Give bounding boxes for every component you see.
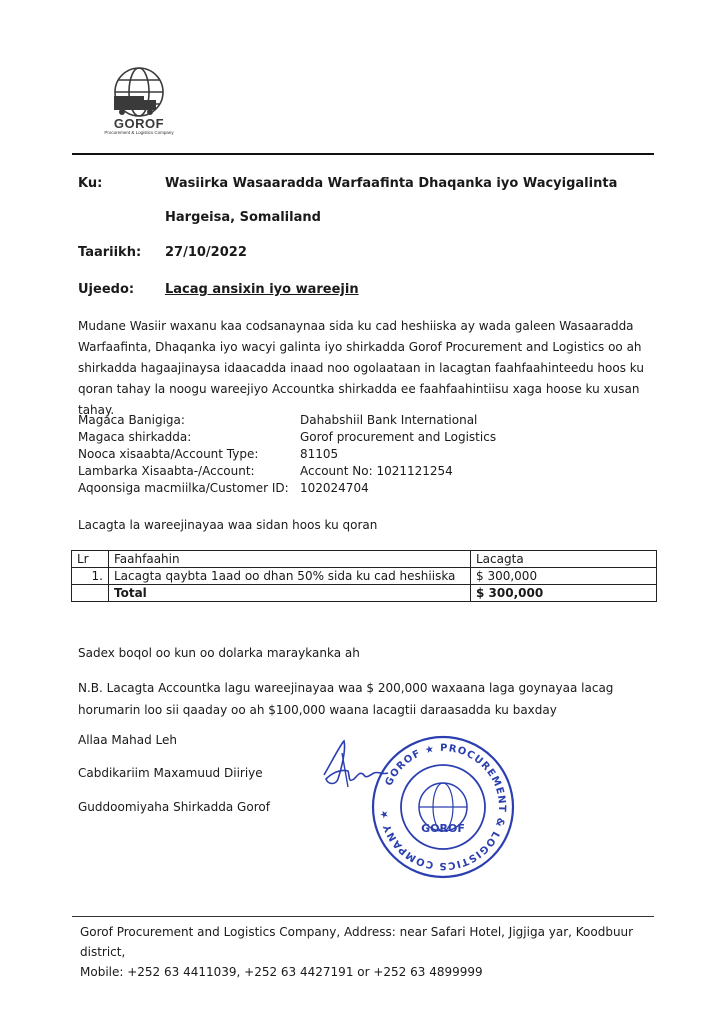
note: N.B. Lacagta Accountka lagu wareejinayaa waa $ 200,000 waxaana laga goynayaa lacag horumarin loo sii qaaday oo ah $100,000 waana lacagtii daraasadda ku baxday	[78, 681, 614, 717]
body-paragraph: Mudane Wasiir waxanu kaa codsanaynaa sida ku cad heshiiska ay wada galeen Wasaaradda Warfaafinta, Dhaqanka iyo wacyi galinta iyo shirkadda Gorof Procurement and Logistics oo ah shirkadda hagaajinaysa idaacadda inaad noo ogolaataan in lacagtan faahfaahinteedu hoos ku qoran tahay la noogu wareejiyo Accountka shirkadda ee faahfaahintiisu xaga hoose ku xusan tahay.	[78, 319, 644, 417]
header-amount: Lacagta	[471, 551, 657, 568]
row-amount: $ 300,000	[471, 568, 657, 585]
bank-value-type: 81105	[300, 447, 339, 461]
amount-in-words: Sadex boqol oo kun oo dolarka maraykanka ah	[78, 646, 360, 660]
to-label: Ku:	[78, 176, 103, 191]
bank-value-account: Account No: 1021121254	[300, 464, 453, 478]
subject-value: Lacag ansixin iyo wareejin	[165, 282, 359, 297]
table-row	[72, 568, 657, 585]
svg-text:GOROF: GOROF	[421, 822, 465, 835]
total-empty-cell	[72, 585, 109, 602]
total-amount: $ 300,000	[471, 585, 657, 602]
bank-key-customer: Aqoonsiga macmiilka/Customer ID:	[78, 481, 289, 495]
date-label: Taariikh:	[78, 245, 142, 260]
logo-wordmark	[84, 118, 194, 136]
header-lr: Lr	[72, 551, 109, 568]
globe-truck-logo-icon	[84, 60, 194, 124]
bank-key-account: Lambarka Xisaabta-/Account:	[78, 464, 255, 478]
footer-divider	[72, 916, 654, 917]
header-description: Faahfaahin	[109, 551, 471, 568]
company-stamp	[368, 732, 518, 882]
date-value: 27/10/2022	[165, 245, 247, 260]
to-value: Wasiirka Wasaaradda Warfaafinta Dhaqanka iyo Wacyigalinta	[165, 176, 618, 191]
bank-value-customer: 102024704	[300, 481, 369, 495]
payment-table	[71, 550, 657, 602]
row-number: 1.	[72, 568, 109, 585]
logo-name: GOROF	[113, 116, 165, 131]
bank-key-type: Nooca xisaabta/Account Type:	[78, 447, 259, 461]
bank-value-name: Dahabshiil Bank International	[300, 413, 478, 427]
subject-label: Ujeedo:	[78, 282, 135, 297]
bank-values	[300, 412, 496, 497]
total-label: Total	[109, 585, 471, 602]
closing-greeting: Allaa Mahad Leh	[78, 733, 177, 747]
footer	[80, 922, 655, 982]
signatory-title: Guddoomiyaha Shirkadda Gorof	[78, 800, 270, 814]
row-description: Lacagta qaybta 1aad oo dhan 50% sida ku cad heshiiska	[109, 568, 471, 585]
bank-key-name: Magaca Banigiga:	[78, 413, 185, 427]
svg-text:GOROF ★ PROCUREMENT & LOGISTIC: GOROF ★ PROCUREMENT & LOGISTICS COMPANY ★	[378, 742, 508, 872]
table-total-row	[72, 585, 657, 602]
table-header-row	[72, 551, 657, 568]
stamp-seal-icon	[368, 732, 518, 882]
bank-key-company: Magaca shirkadda:	[78, 430, 192, 444]
signatory-name: Cabdikariim Maxamuud Diiriye	[78, 766, 263, 780]
header-divider	[72, 153, 654, 155]
logo-subtitle: Procurement & Logistics Company	[104, 130, 174, 135]
transfer-intro: Lacagta la wareejinayaa waa sidan hoos ku qoran	[78, 518, 378, 532]
footer-address: Gorof Procurement and Logistics Company, Address: near Safari Hotel, Jigjiga yar, Koodbuur district,	[80, 925, 634, 959]
bank-value-company: Gorof procurement and Logistics	[300, 430, 497, 444]
bank-keys	[78, 412, 289, 497]
location: Hargeisa, Somaliland	[165, 210, 321, 225]
footer-phones: Mobile: +252 63 4411039, +252 63 4427191 or +252 63 4899999	[80, 965, 483, 979]
